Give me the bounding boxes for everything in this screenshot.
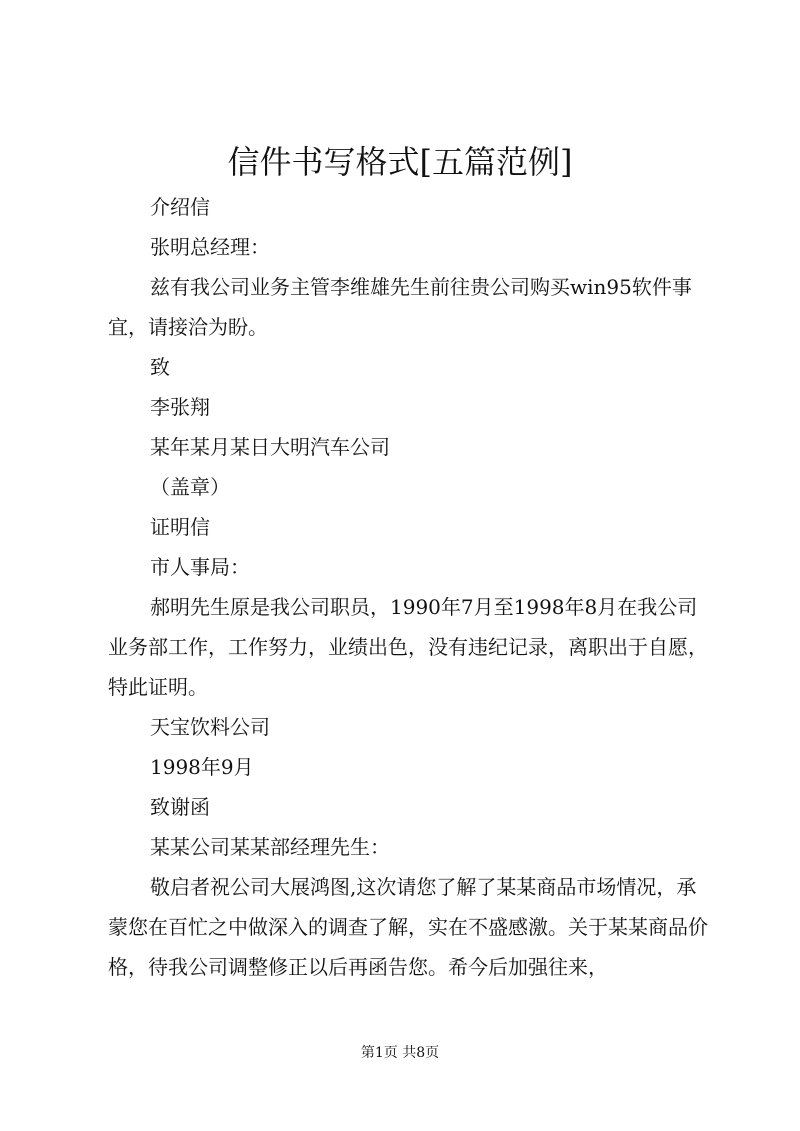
document-title: 信件书写格式[五篇范例] xyxy=(227,143,573,181)
paragraph: 致 xyxy=(150,355,170,379)
page-footer: 第1页 共8页 xyxy=(360,1045,440,1061)
paragraph: 敬启者祝公司大展鸿图,这次请您了解了某某商品市场情况，承蒙您在百忙之中做深入的调查了解，实在不盛感激。关于某某商品价格，待我公司调整修正以后再函告您。希今后加强往来， xyxy=(108,875,708,979)
paragraph: （盖章） xyxy=(150,475,230,499)
paragraph: 李张翔 xyxy=(150,395,210,419)
paragraph: 兹有我公司业务主管李维雄先生前往贵公司购买win95软件事宜，请接洽为盼。 xyxy=(108,275,692,339)
document-body xyxy=(108,187,708,987)
paragraph: 市人事局： xyxy=(150,555,250,579)
paragraph: 张明总经理： xyxy=(150,235,270,259)
paragraph: 郝明先生原是我公司职员，1990年7月至1998年8月在我公司业务部工作，工作努力，业绩出色，没有违纪记录，离职出于自愿，特此证明。 xyxy=(108,595,708,699)
paragraph: 1998年9月 xyxy=(150,755,254,779)
paragraph: 证明信 xyxy=(150,515,210,539)
paragraph: 某某公司某某部经理先生： xyxy=(150,835,390,859)
paragraph: 致谢函 xyxy=(150,795,210,819)
paragraph: 天宝饮料公司 xyxy=(150,715,270,739)
paragraph: 介绍信 xyxy=(150,195,210,219)
paragraph: 某年某月某日大明汽车公司 xyxy=(150,435,390,459)
